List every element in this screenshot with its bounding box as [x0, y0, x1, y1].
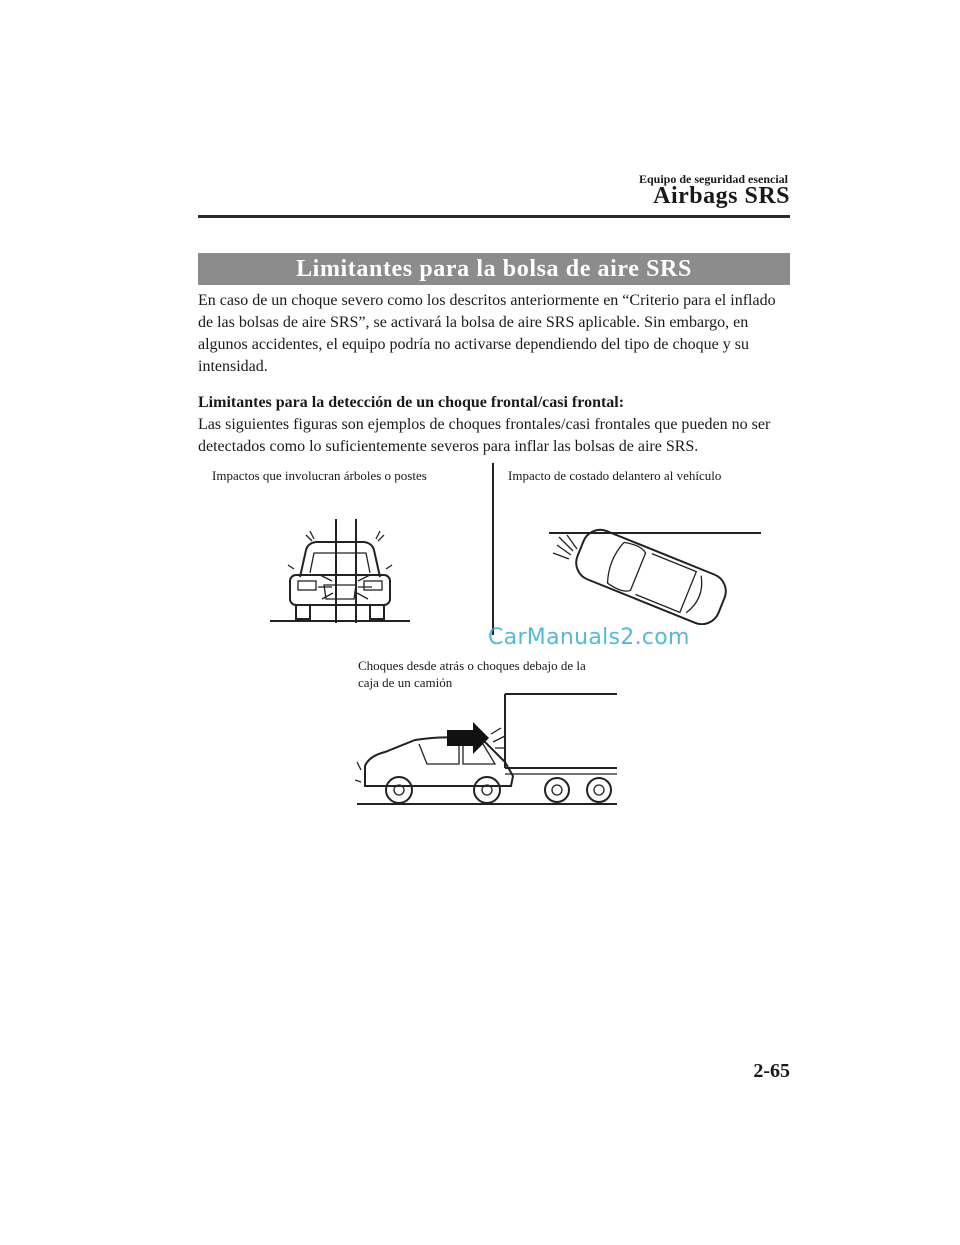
- figure-divider: [492, 463, 494, 635]
- section-label: Equipo de seguridad esencial: [638, 172, 788, 186]
- pole-icon: [336, 519, 356, 623]
- truck-icon: [505, 694, 617, 802]
- impact-burst-icon: [553, 535, 577, 559]
- car-front-icon: [288, 542, 392, 619]
- truck-collision-illustration: [355, 690, 620, 810]
- page-number: 2-65: [753, 1060, 790, 1082]
- pole-impact-illustration: [270, 515, 410, 627]
- caption-side-impact: Impacto de costado delantero al vehículo: [508, 468, 722, 483]
- direction-arrow-icon: [447, 722, 489, 754]
- caption-truck-line2: caja de un camión: [358, 675, 453, 690]
- side-impact-illustration: [545, 525, 763, 625]
- chapter-title: Airbags SRS: [653, 183, 790, 209]
- caption-truck-line1: Choques desde atrás o choques debajo de la: [358, 658, 586, 673]
- watermark: CarManuals2.com: [488, 625, 690, 650]
- header-rule: [198, 215, 790, 218]
- section-banner: Limitantes para la bolsa de aire SRS: [198, 253, 790, 285]
- car-side-icon: [365, 737, 513, 803]
- body-text: [198, 290, 790, 458]
- caption-trees: Impactos que involucran árboles o postes: [212, 468, 427, 483]
- description-paragraph: Las siguientes figuras son ejemplos de choques frontales/casi frontales que pueden no ser detectados como lo suficientemente severos para inflar las bolsas de aire SRS.: [198, 416, 771, 455]
- subheading: Limitantes para la detección de un choque frontal/casi frontal:: [198, 394, 625, 411]
- intro-paragraph: En caso de un choque severo como los descritos anteriormente en “Criterio para el inflado de las bolsas de aire SRS”, se activará la bolsa de aire SRS aplicable. Sin embargo, en algunos accidentes, el equipo podría no activarse dependiendo del tipo de choque y su intensidad.: [198, 292, 776, 375]
- car-topview-icon: [571, 525, 731, 625]
